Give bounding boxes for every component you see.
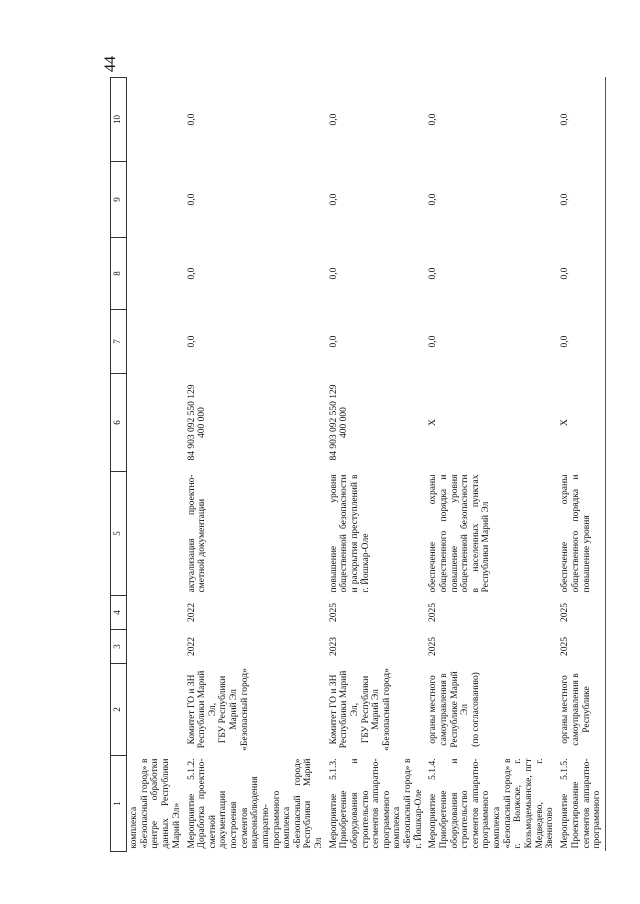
page-number: 44 [102,56,119,72]
row-activity: Мероприятие 5.1.5. Проектирование сегментов аппаратно-программного [558,756,605,852]
header-col-3: 3 [111,630,127,664]
row-budget-code: Х [558,374,605,472]
row-start-year: 2023 [328,637,339,656]
row-start-year [127,630,185,664]
table-row [127,78,185,852]
row-budget-code [127,374,185,472]
row-result: обеспечение охраны общественного порядка и повышение уровня общественной безопасности в населенных пунктах Республики Марий Эл [428,474,492,593]
table-body [127,78,606,852]
row-end-year: 2025 [558,596,605,630]
row-value-10 [127,78,185,162]
table-row [426,78,558,852]
header-col-8: 8 [111,238,127,310]
row-start-year: 2022 [186,637,197,656]
row-value-7: 0,0 [428,335,439,348]
row-activity: Мероприятие 5.1.3. Приобретение оборудования и строительство сегментов аппаратно-программного комплекса «Безопасный город» в г. Йошкар-Оле [328,758,424,849]
row-end-year [127,596,185,630]
row-executor [127,664,185,756]
row-budget-code: Х [428,419,439,426]
table-row [558,78,605,852]
row-value-7: 0,0 [186,335,197,348]
row-budget-code: 84 903 092 550 129 400 000 [186,384,208,461]
row-budget-code: 84 903 092 550 129 400 000 [328,384,350,461]
row-executor: Комитет ГО и ЗН Республики Марий Эл, ГБУ Республики Марий Эл «Безопасный город» [328,668,392,751]
header-col-2: 2 [111,664,127,756]
row-result [127,472,185,596]
row-end-year: 2025 [428,603,439,622]
row-value-8: 0,0 [328,267,339,280]
table-row [185,78,327,852]
row-value-8: 0,0 [428,267,439,280]
row-value-8: 0,0 [558,238,605,310]
header-col-5: 5 [111,472,127,596]
row-result: обеспечение охраны общественного порядка и повышение уровня [558,472,605,596]
row-end-year: 2022 [186,603,197,622]
row-value-9: 0,0 [186,193,197,206]
row-executor: органы местного самоуправления в Республике Марий Эл (по согласованию) [428,671,481,748]
row-value-9 [127,162,185,238]
row-activity: Мероприятие 5.1.4. Приобретение оборудования и строительство сегментов аппаратно-программного комплекса «Безопасный город» в г. Волжске, г. Козьмодемьянске, пгт Медведево, г. Звенигово [428,758,556,849]
row-value-8 [127,238,185,310]
row-value-10: 0,0 [428,113,439,126]
header-col-7: 7 [111,310,127,374]
row-value-7: 0,0 [558,310,605,374]
row-value-8: 0,0 [186,267,197,280]
row-executor: Комитет ГО и ЗН Республики Марий Эл, ГБУ Республики Марий Эл «Безопасный город» [186,668,250,751]
row-start-year: 2025 [428,637,439,656]
row-value-9: 0,0 [428,193,439,206]
row-activity: Мероприятие 5.1.2. Доработка проектно-сметной документации построения сегментов видеонаблюдения аппаратно-программного комплекса «Безопасный город» Республики Марий Эл [186,758,324,849]
program-table [110,77,606,852]
row-value-9: 0,0 [328,193,339,206]
row-value-10: 0,0 [558,78,605,162]
row-value-10: 0,0 [186,113,197,126]
header-col-4: 4 [111,596,127,630]
row-value-9: 0,0 [558,162,605,238]
row-result: повышение уровня общественной безопасности и раскрытия преступлений в г. Йошкар-Оле [328,474,371,593]
table-header [111,78,127,852]
header-col-9: 9 [111,162,127,238]
row-executor: органы местного самоуправления в Республике [558,664,605,756]
rotated-table-wrapper [110,78,603,852]
header-col-1: 1 [111,756,127,852]
row-start-year: 2025 [558,630,605,664]
header-col-6: 6 [111,374,127,472]
row-value-10: 0,0 [328,113,339,126]
row-value-7: 0,0 [328,335,339,348]
header-col-10: 10 [111,78,127,162]
row-end-year: 2025 [328,603,339,622]
header-row [111,78,127,852]
row-value-7 [127,310,185,374]
table-row [327,78,427,852]
row-activity: комплекса «Безопасный город» в центре обработки данных Республики Марий Эл» [129,758,182,849]
row-result: актуализация проектно-сметной документации [186,474,208,593]
